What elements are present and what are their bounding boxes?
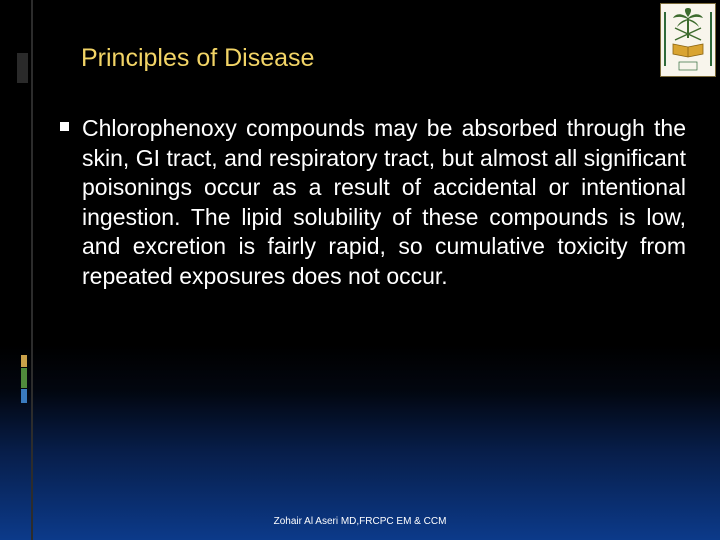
slide-footer: Zohair Al Aseri MD,FRCPC EM & CCM bbox=[273, 516, 447, 527]
title-accent-bar bbox=[17, 53, 28, 83]
university-emblem-icon bbox=[661, 4, 715, 76]
slide-title: Principles of Disease bbox=[81, 44, 315, 72]
bullet-item bbox=[60, 114, 686, 291]
accent-strip-gold bbox=[21, 355, 27, 367]
square-bullet-icon bbox=[60, 122, 69, 131]
accent-strip-blue bbox=[21, 389, 27, 403]
university-logo bbox=[660, 3, 716, 77]
bullet-text: Chlorophenoxy compounds may be absorbed through the skin, GI tract, and respiratory tract, but almost all significant poisonings occur as a result of accidental or intentional ingestion. The lipid solubility of these compounds is low, and excretion is fairly rapid, so cumulative toxicity from repeated exposures does not occur. bbox=[82, 115, 686, 289]
accent-strip-green bbox=[21, 368, 27, 388]
left-rule-divider bbox=[31, 0, 33, 540]
